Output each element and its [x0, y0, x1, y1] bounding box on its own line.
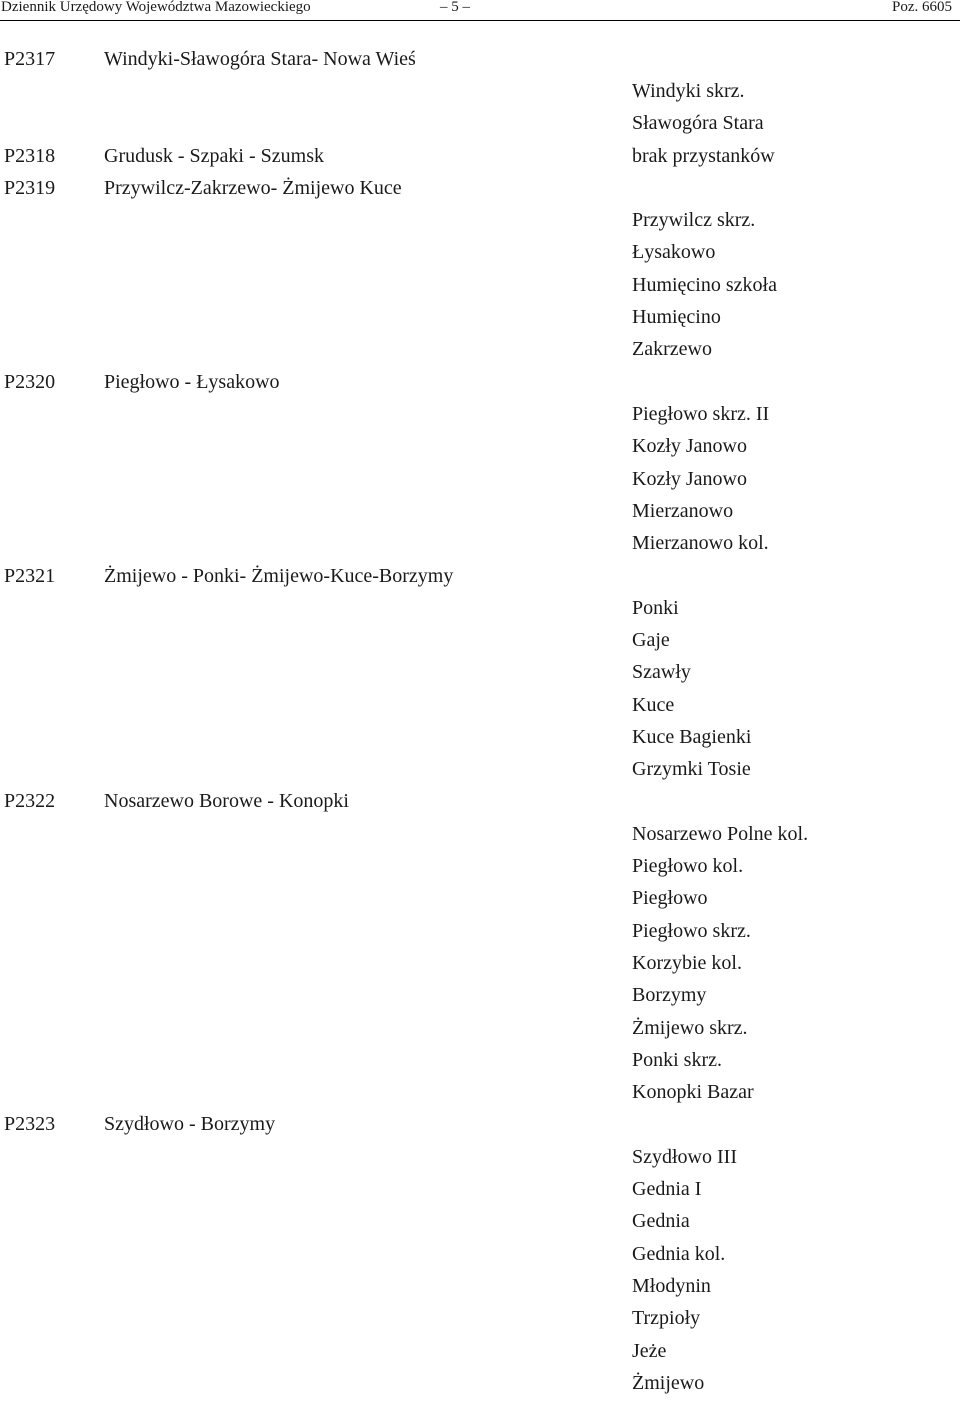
route-code: P2323: [4, 1113, 56, 1135]
position-number: Poz. 6605: [892, 0, 952, 15]
stop-item: Mierzanowo kol.: [632, 532, 769, 555]
stop-item: Sławogóra Stara: [632, 112, 764, 135]
stop-item: Korzybie kol.: [632, 952, 742, 975]
stop-item: Piegłowo skrz.: [632, 919, 751, 942]
stop-item: Mierzanowo: [632, 499, 734, 522]
route-code: P2321: [4, 565, 56, 587]
stop-item: Kozły Janowo: [632, 467, 747, 490]
stop-item: Gaje: [632, 629, 670, 652]
stop-spacer: [632, 791, 808, 823]
stop-item: Żmijewo: [632, 1371, 705, 1394]
stop-item: Humięcino: [632, 306, 721, 329]
stop-item: Gednia kol.: [632, 1242, 726, 1265]
route-code: P2320: [4, 371, 56, 393]
stop-item: Grzymki Tosie: [632, 758, 751, 781]
journal-title: Dziennik Urzędowy Województwa Mazowieckiego: [1, 0, 311, 15]
route-name: Windyki-Sławogóra Stara- Nowa Wieś: [104, 48, 416, 70]
stop-item: Ponki skrz.: [632, 1048, 722, 1071]
stop-item: Kuce Bagienki: [632, 725, 752, 748]
route-name: Piegłowo - Łysakowo: [104, 371, 280, 393]
stop-spacer: [632, 564, 808, 596]
page-number: – 5 –: [440, 0, 470, 15]
stop-item: Nosarzewo Polne kol.: [632, 822, 809, 845]
stops-list: [632, 80, 808, 1404]
stop-item: Piegłowo kol.: [632, 855, 744, 878]
stop-spacer: [632, 177, 808, 209]
route-name: Szydłowo - Borzymy: [104, 1113, 276, 1135]
stop-item: Młodynin: [632, 1274, 711, 1297]
route-code: P2322: [4, 790, 56, 812]
stop-item: Konopki Bazar: [632, 1081, 754, 1104]
stop-item: Piegłowo: [632, 887, 708, 910]
stop-item: Jeże: [632, 1339, 667, 1362]
stop-item: brak przystanków: [632, 144, 775, 167]
stop-item: Przywilcz skrz.: [632, 209, 756, 232]
stop-spacer: [632, 1114, 808, 1146]
route-code: P2317: [4, 48, 56, 70]
header-divider: [0, 20, 960, 21]
route-name: Grudusk - Szpaki - Szumsk: [104, 145, 324, 167]
stop-item: Gednia: [632, 1210, 690, 1233]
stop-item: Zakrzewo: [632, 338, 712, 361]
stop-item: Szydłowo III: [632, 1145, 737, 1168]
stop-item: Gednia I: [632, 1178, 702, 1201]
stop-item: Ponki: [632, 596, 679, 619]
route-name: Żmijewo - Ponki- Żmijewo-Kuce-Borzymy: [104, 565, 454, 587]
stop-item: Kozły Janowo: [632, 435, 747, 458]
stop-item: Trzpioły: [632, 1307, 701, 1330]
stop-item: Windyki skrz.: [632, 80, 745, 102]
stop-item: Żmijewo skrz.: [632, 1016, 748, 1039]
stop-item: Humięcino szkoła: [632, 273, 777, 296]
stop-item: Łysakowo: [632, 241, 716, 264]
route-name: Przywilcz-Zakrzewo- Żmijewo Kuce: [104, 177, 402, 199]
stop-spacer: [632, 371, 808, 403]
route-name: Nosarzewo Borowe - Konopki: [104, 790, 349, 812]
stop-item: Kuce: [632, 693, 675, 716]
stop-item: Szawły: [632, 661, 691, 684]
stop-item: Borzymy: [632, 984, 707, 1007]
stop-item: Piegłowo skrz. II: [632, 402, 770, 425]
route-code: P2318: [4, 145, 56, 167]
page-header: [0, 0, 960, 20]
route-code: P2319: [4, 177, 56, 199]
